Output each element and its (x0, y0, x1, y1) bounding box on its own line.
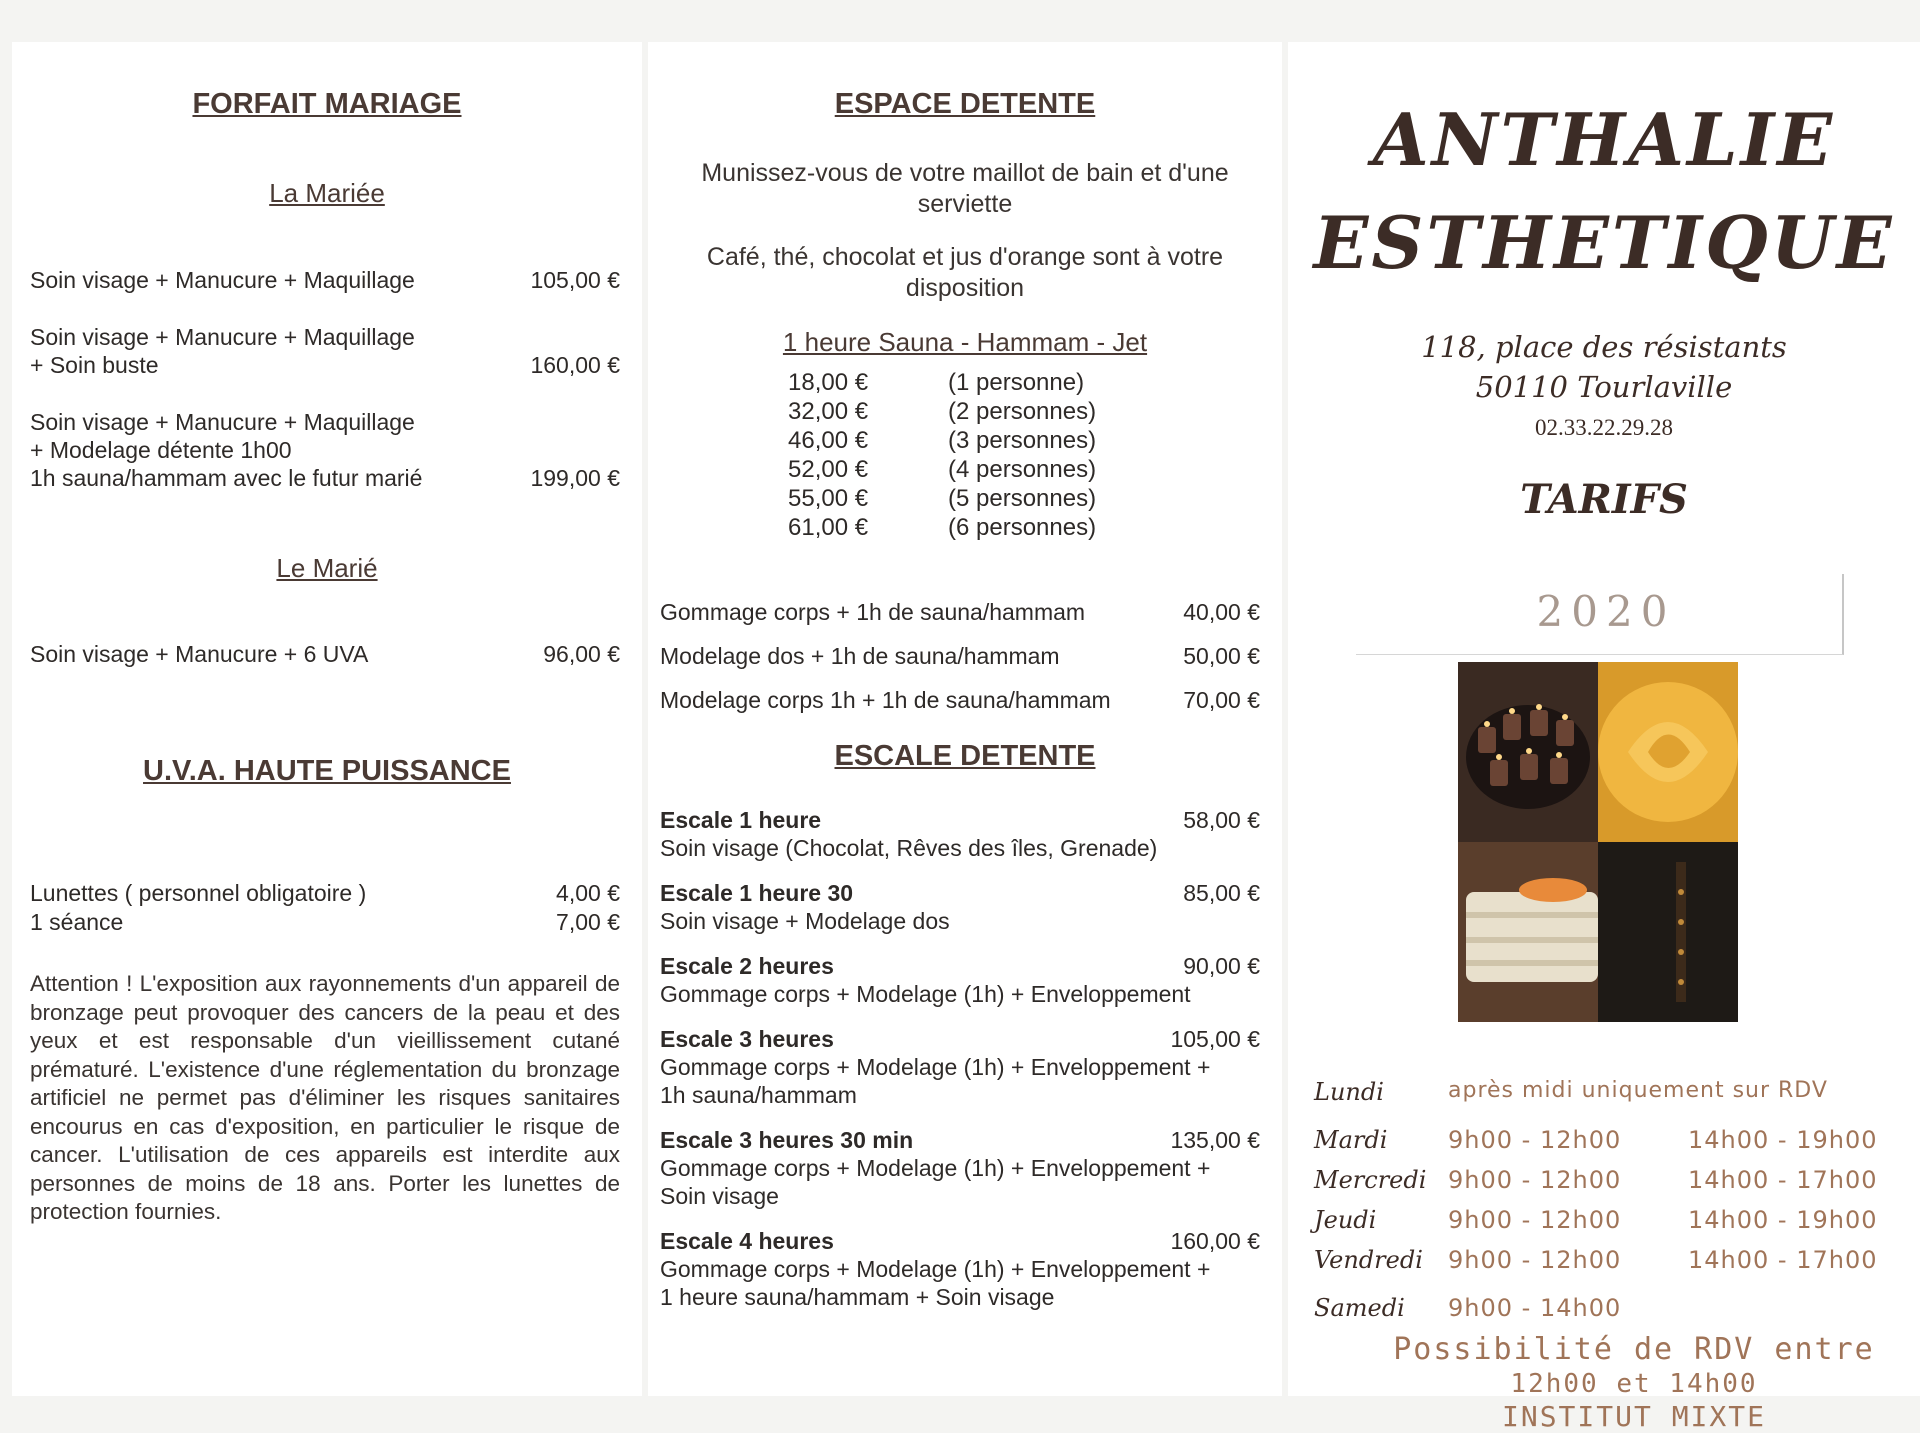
escale-desc: Soin visage + Modelage dos (660, 908, 950, 934)
escale-detente-title: ESCALE DETENTE (834, 740, 1096, 772)
uva-item-label: Lunettes ( personnel obligatoire ) (30, 880, 367, 906)
sauna-price-table (788, 368, 1096, 542)
escale-desc: Gommage corps + Modelage (1h) + Enveloppement + (660, 1155, 1211, 1181)
sauna-persons: (5 personnes) (948, 485, 1097, 512)
escale-desc: Gommage corps + Modelage (1h) + Enveloppement (660, 981, 1191, 1007)
sauna-price-row (788, 484, 1096, 513)
uva-warning: Attention ! L'exposition aux rayonnements d'un appareil de bronzage peut provoquer des cancers de la peau et des yeux et est responsable d'un vieillissement cutané prématuré. L'existence d'une réglementation du bronzage artificiel ne permet pas d'éliminer les risques sanitaires encourus en cas d'exposition, en particulier le risque de cancer. L'utilisation de ces appareils est interdite aux personnes de moins de 18 ans. Porter les lunettes de protection fournies. (30, 971, 620, 1224)
schedule-day: Vendredi (1314, 1246, 1423, 1274)
schedule-hours: 9h00 - 12h00 (1448, 1166, 1622, 1194)
sauna-persons: (3 personnes) (948, 427, 1097, 454)
escale-title: Escale 2 heures (660, 953, 834, 979)
escale-desc: 1 heure sauna/hammam + Soin visage (660, 1284, 1055, 1310)
sauna-price-row (788, 426, 1096, 455)
schedule-hours: 9h00 - 12h00 (1448, 1246, 1622, 1274)
marie-item-label: Soin visage + Manucure + 6 UVA (30, 641, 369, 667)
intro-boissons: Café, thé, chocolat et jus d'orange sont à votre disposition (706, 243, 1224, 302)
mariee-item-price: 199,00 € (530, 465, 620, 491)
mariee-item-label: Soin visage + Manucure + Maquillage (30, 409, 415, 435)
la-mariee-title: La Mariée (269, 178, 385, 208)
uva-item-price: 7,00 € (556, 909, 620, 935)
spa-collage-image (1458, 662, 1738, 1022)
schedule-day: Mardi (1314, 1126, 1388, 1154)
sauna-price-row (788, 368, 1096, 397)
escale-title: Escale 4 heures (660, 1228, 834, 1254)
column-espace-detente (648, 42, 1282, 1396)
mariee-item-label: Soin visage + Manucure + Maquillage (30, 267, 415, 293)
mariee-item-price: 160,00 € (530, 352, 620, 378)
brand-name-line1: ANTHALIE (1372, 97, 1836, 182)
sauna-price-row (788, 513, 1096, 542)
schedule-hours-afternoon: 14h00 - 19h00 (1688, 1206, 1878, 1234)
escale-title: Escale 3 heures 30 min (660, 1127, 914, 1153)
marie-item-price: 96,00 € (543, 641, 620, 667)
schedule-hours-afternoon: 14h00 - 17h00 (1688, 1246, 1878, 1274)
escale-item (660, 1227, 1260, 1311)
escale-title: Escale 1 heure (660, 807, 822, 833)
mariee-item-label: + Modelage détente 1h00 (30, 437, 292, 463)
escale-desc: Gommage corps + Modelage (1h) + Enveloppement + (660, 1256, 1211, 1282)
address-city: 50110 Tourlaville (1475, 370, 1733, 404)
sauna-price: 52,00 € (788, 456, 869, 483)
escale-title: Escale 3 heures (660, 1026, 834, 1052)
combo-label: Modelage corps 1h + 1h de sauna/hammam (660, 687, 1111, 713)
schedule-hours: 9h00 - 12h00 (1448, 1126, 1622, 1154)
mariee-item (30, 323, 620, 379)
combo-price: 50,00 € (1183, 643, 1260, 669)
schedule-hours: 9h00 - 12h00 (1448, 1206, 1622, 1234)
escale-item (660, 1126, 1260, 1210)
marie-item (30, 640, 620, 668)
rdv-note-hours: 12h00 et 14h00 (1510, 1369, 1758, 1399)
phone-number: 02.33.22.29.28 (1535, 415, 1673, 440)
combo-label: Modelage dos + 1h de sauna/hammam (660, 643, 1060, 669)
schedule-hours: après midi uniquement sur RDV (1448, 1078, 1828, 1103)
schedule-day: Lundi (1314, 1078, 1384, 1106)
escale-price: 135,00 € (1170, 1127, 1260, 1153)
sauna-price: 32,00 € (788, 398, 869, 425)
mariee-item-label: Soin visage + Manucure + Maquillage (30, 324, 415, 350)
sauna-price: 46,00 € (788, 427, 869, 454)
sauna-price-row (788, 397, 1096, 426)
combo-price: 70,00 € (1183, 687, 1260, 713)
escale-title: Escale 1 heure 30 (660, 880, 854, 906)
forfait-mariage-title: FORFAIT MARIAGE (192, 88, 462, 120)
sauna-price: 18,00 € (788, 369, 869, 396)
espace-detente-title: ESPACE DETENTE (834, 88, 1096, 120)
escale-price: 85,00 € (1183, 880, 1260, 906)
schedule-day: Mercredi (1314, 1166, 1427, 1194)
sauna-price-row (788, 455, 1096, 484)
mariee-item-label: 1h sauna/hammam avec le futur marié (30, 465, 423, 491)
schedule-hours: 9h00 - 14h00 (1448, 1294, 1622, 1322)
combo-price: 40,00 € (1183, 599, 1260, 625)
escale-item (660, 1025, 1260, 1109)
schedule-day: Samedi (1314, 1294, 1405, 1322)
column-forfait-mariage (12, 42, 642, 1396)
sauna-persons: (6 personnes) (948, 514, 1097, 541)
escale-item (660, 806, 1260, 862)
mariee-item (30, 408, 620, 492)
combo-item (660, 598, 1260, 626)
le-marie-title: Le Marié (276, 553, 378, 583)
mariee-item (30, 266, 620, 294)
intro-maillot: Munissez-vous de votre maillot de bain et d'une serviette (701, 159, 1229, 218)
sauna-price: 61,00 € (788, 514, 869, 541)
brand-name-line2: ESTHETIQUE (1313, 200, 1895, 285)
sauna-price: 55,00 € (788, 485, 869, 512)
escale-desc: Soin visage (660, 1183, 779, 1209)
combo-item (660, 686, 1260, 714)
tarifs-title: TARIFS (1520, 476, 1688, 523)
escale-item (660, 879, 1260, 935)
uva-item-label: 1 séance (30, 909, 124, 935)
escale-price: 58,00 € (1183, 807, 1260, 833)
sauna-persons: (4 personnes) (948, 456, 1097, 483)
spa-photo-collage (1458, 662, 1738, 1022)
sauna-title: 1 heure Sauna - Hammam - Jet (782, 327, 1148, 357)
schedule-hours-afternoon: 14h00 - 19h00 (1688, 1126, 1878, 1154)
uva-title: U.V.A. HAUTE PUISSANCE (143, 755, 511, 787)
address-street: 118, place des résistants (1421, 330, 1787, 364)
escale-desc: 1h sauna/hammam (660, 1082, 857, 1108)
combo-item (660, 642, 1260, 670)
column-cover (1288, 42, 1920, 1433)
mariee-item-label: + Soin buste (30, 352, 159, 378)
escale-item (660, 952, 1260, 1008)
escale-price: 160,00 € (1170, 1228, 1260, 1254)
escale-desc: Soin visage (Chocolat, Rêves des îles, Grenade) (660, 835, 1158, 861)
mariee-item-price: 105,00 € (530, 267, 620, 293)
uva-item (30, 908, 620, 936)
combo-label: Gommage corps + 1h de sauna/hammam (660, 599, 1086, 625)
uva-item (30, 879, 620, 907)
escale-price: 90,00 € (1183, 953, 1260, 979)
rdv-note: Possibilité de RDV entre (1393, 1332, 1875, 1367)
sauna-persons: (2 personnes) (948, 398, 1097, 425)
escale-price: 105,00 € (1170, 1026, 1260, 1052)
schedule-day: Jeudi (1314, 1206, 1377, 1234)
institut-mixte: INSTITUT MIXTE (1501, 1400, 1766, 1433)
uva-item-price: 4,00 € (556, 880, 620, 906)
sauna-persons: (1 personne) (948, 369, 1085, 396)
escale-desc: Gommage corps + Modelage (1h) + Enveloppement + (660, 1054, 1211, 1080)
tarifs-year: 2020 (1536, 587, 1676, 636)
schedule-hours-afternoon: 14h00 - 17h00 (1688, 1166, 1878, 1194)
